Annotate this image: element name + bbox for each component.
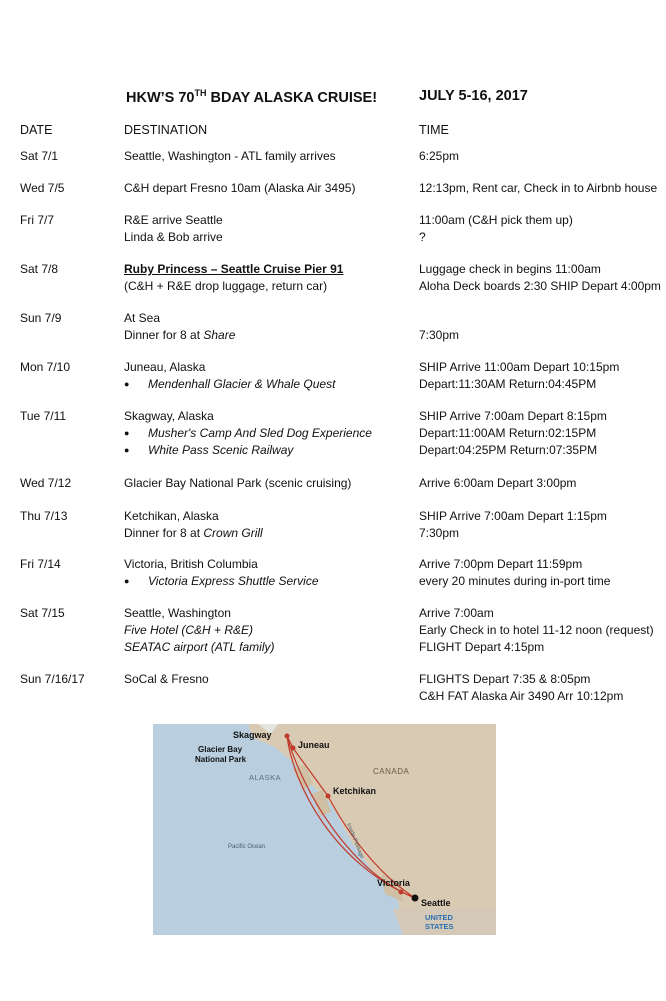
row-date: Sat 7/8 [20,262,59,276]
bullet-icon: ● [124,379,130,389]
row-destination: Victoria, British Columbia ● Victoria Express Shuttle Service [124,556,409,590]
row-destination: At Sea Dinner for 8 at Share [124,311,236,342]
skagway-marker [285,734,290,739]
row-time: SHIP Arrive 11:00am Depart 10:15pm Depart:11:30AM Return:04:45PM [419,360,620,391]
map-label-skagway: Skagway [233,730,272,740]
row-date: Sun 7/9 [20,311,62,325]
map-label-canada: CANADA [373,767,410,776]
row-date: Fri 7/7 [20,213,55,227]
row-time: Arrive 7:00pm Depart 11:59pm every 20 minutes during in-port time [419,557,611,588]
excursion-item: ● Mendenhall Glacier & Whale Quest [124,377,336,391]
seattle-marker [412,895,419,902]
row-date: Tue 7/11 [20,409,67,423]
row-date: Sun 7/16/17 [20,672,85,686]
row-destination: Seattle, Washington Five Hotel (C&H + R&E) SEATAC airport (ATL family) [124,606,275,654]
row-destination: SoCal & Fresno [124,672,209,686]
map-label-alaska: ALASKA [249,773,282,782]
victoria-marker [399,890,404,895]
ship-name: Ruby Princess – Seattle Cruise Pier 91 [124,262,344,276]
row-time: 6:25pm [419,149,460,163]
row-time: Arrive 7:00am Early Check in to hotel 11-12 noon (request) FLIGHT Depart 4:15pm [419,606,654,654]
row-destination: R&E arrive Seattle Linda & Bob arrive [124,213,223,244]
map-label-seattle: Seattle [421,898,451,908]
title-row [0,88,666,110]
bullet-icon: ● [124,576,130,586]
excursion-item: ● White Pass Scenic Railway [124,443,294,457]
row-time: FLIGHTS Depart 7:35 & 8:05pm C&H FAT Alaska Air 3490 Arr 10:12pm [419,672,624,703]
map-label-inside-passage: Inside Passage [345,822,365,860]
row-destination: Ruby Princess – Seattle Cruise Pier 91 (C&H + R&E drop luggage, return car) [124,261,409,295]
map-label-united: UNITED [425,913,453,922]
excursion-item: ● Musher's Camp And Sled Dog Experience [124,426,372,440]
row-time: 7:30pm [419,328,460,342]
column-header-destination: DESTINATION [124,123,208,137]
row-time: SHIP Arrive 7:00am Depart 8:15pm Depart:11:00AM Return:02:15PM Depart:04:25PM Return:07:35PM [419,409,607,457]
bullet-icon: ● [124,428,130,438]
row-date: Thu 7/13 [20,509,68,523]
row-time: 11:00am (C&H pick them up) ? [419,213,573,244]
column-header-time: TIME [419,123,449,137]
row-date: Fri 7/14 [20,557,61,571]
row-date: Wed 7/12 [20,476,72,490]
row-destination: C&H depart Fresno 10am (Alaska Air 3495) [124,181,356,195]
map-label-states: STATES [425,922,454,931]
map-label-national-park: National Park [195,755,247,764]
row-date: Wed 7/5 [20,181,65,195]
map-label-victoria: Victoria [377,878,410,888]
row-time: SHIP Arrive 7:00am Depart 1:15pm 7:30pm [419,509,607,540]
row-date: Mon 7/10 [20,360,71,374]
row-time: Luggage check in begins 11:00am Aloha Deck boards 2:30 SHIP Depart 4:00pm [419,262,661,293]
row-date: Sat 7/15 [20,606,65,620]
row-time: Arrive 6:00am Depart 3:00pm [419,476,577,490]
cruise-route-map [153,724,496,935]
bullet-icon: ● [124,445,130,455]
row-time: 12:13pm, Rent car, Check in to Airbnb house [419,181,658,195]
juneau-marker [291,746,296,751]
column-header-date: DATE [20,123,53,137]
map-label-juneau: Juneau [298,740,330,750]
trip-dates: JULY 5-16, 2017 [419,88,528,104]
map-label-ketchikan: Ketchikan [333,786,377,796]
row-destination: Juneau, Alaska ● Mendenhall Glacier & Whale Quest [124,359,409,393]
page-title: HKW’S 70TH BDAY ALASKA CRUISE! [126,88,378,106]
ketchikan-marker [326,794,331,799]
row-destination: Seattle, Washington - ATL family arrives [124,149,336,163]
row-destination: Skagway, Alaska ● Musher's Camp And Sled Dog Experience ● White Pass Scenic Railway [124,408,409,459]
map-label-pacific-ocean: Pacific Ocean [228,844,266,850]
map-label-glacier-bay: Glacier Bay [198,745,243,754]
excursion-item: ● Victoria Express Shuttle Service [124,574,319,588]
row-date: Sat 7/1 [20,149,59,163]
row-destination: Glacier Bay National Park (scenic cruising) [124,476,352,490]
row-destination: Ketchikan, Alaska Dinner for 8 at Crown Grill [124,509,263,540]
